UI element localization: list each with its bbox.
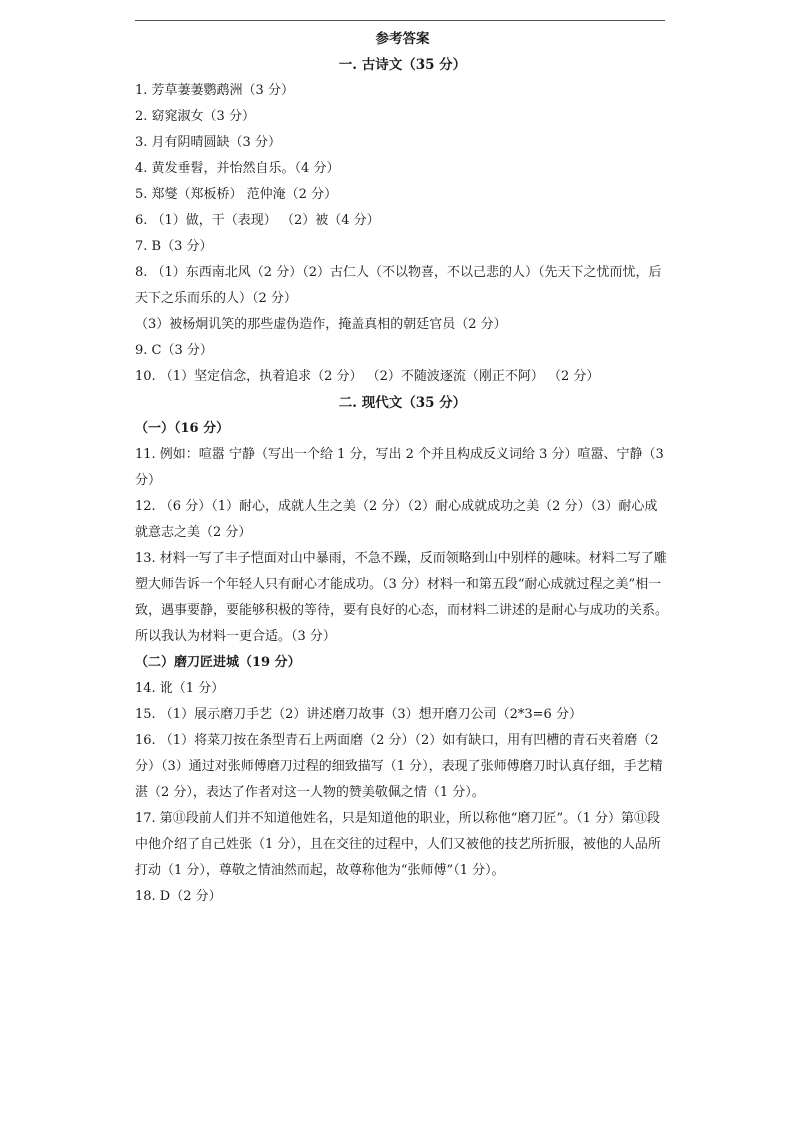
answer-5: 5. 郑燮（郑板桥） 范仲淹（2 分） <box>135 187 338 202</box>
part-2-heading: （二）磨刀匠进城（19 分） <box>135 655 301 670</box>
section-1-heading: 一. 古诗文（35 分） <box>338 57 467 73</box>
answer-10: 10. （1）坚定信念，执着追求（2 分） （2）不随波逐流（刚正不阿） （2 分） <box>135 369 600 384</box>
answer-13: 13. 材料一写了丰子恺面对山中暴雨，不急不躁，反而领略到山中别样的趣味。材料二写了雕塑大师告诉一个年轻人只有耐心才能成功。（3 分）材料一和第五段“耐心成就过程之美”相一致，遇事要静，要能够积极的等待，要有良好的心态，而材料二讲述的是耐心与成功的关系。所以我认为材料一更合适。（3 分） <box>135 551 669 644</box>
answer-3: 3. 月有阴晴圆缺（3 分） <box>135 135 281 150</box>
answer-15: 15. （1）展示磨刀手艺（2）讲述磨刀故事（3）想开磨刀公司（2*3=6 分） <box>135 707 582 722</box>
answer-content <box>135 26 670 910</box>
document-title: 参考答案 <box>375 31 430 47</box>
answer-4: 4. 黄发垂髫，并怡然自乐。（4 分） <box>135 161 340 176</box>
answer-6: 6. （1）做，干（表现） （2）被（4 分） <box>135 213 380 228</box>
answer-18: 18. D（2 分） <box>135 889 222 904</box>
answer-9: 9. C（3 分） <box>135 343 213 358</box>
answer-1: 1. 芳草萋萋鹦鹉洲（3 分） <box>135 83 294 98</box>
answer-8: 8. （1）东西南北风（2 分）（2）古仁人（不以物喜，不以己悲的人）（先天下之忧而忧，后天下之乐而乐的人）（2 分） <box>135 265 662 306</box>
answer-2: 2. 窈窕淑女（3 分） <box>135 109 255 124</box>
answer-14: 14. 讹（1 分） <box>135 681 225 696</box>
answer-12: 12. （6 分）（1）耐心，成就人生之美（2 分）（2）耐心成就成功之美（2 分）（3）耐心成就意志之美（2 分） <box>135 499 658 540</box>
header-rule <box>135 20 665 21</box>
answer-17: 17. 第⑪段前人们并不知道他姓名，只是知道他的职业，所以称他“磨刀匠”。（1 分）第⑪段中他介绍了自己姓张（1 分），且在交往的过程中，人们又被他的技艺所折服，被他的人品所打动（1 分），尊敬之情油然而起，故尊称他为“张师傅”（1 分）。 <box>135 811 661 878</box>
answer-11: 11. 例如：喧嚣 宁静（写出一个给 1 分，写出 2 个并且构成反义词给 3 分）喧嚣、宁静（3 分） <box>135 447 668 488</box>
answer-8-part-3: （3）被杨炯讥笑的那些虚伪造作，掩盖真相的朝廷官员（2 分） <box>135 317 507 332</box>
answer-16: 16. （1）将菜刀按在条型青石上两面磨（2 分）（2）如有缺口，用有凹槽的青石夹着磨（2 分）（3）通过对张师傅磨刀过程的细致描写（1 分），表现了张师傅磨刀时认真仔细，手艺精湛（2 分），表达了作者对这一人物的赞美敬佩之情（1 分）。 <box>135 733 663 800</box>
part-1-heading: （一）（16 分） <box>135 421 230 436</box>
answer-7: 7. B（3 分） <box>135 239 213 254</box>
section-2-heading: 二. 现代文（35 分） <box>338 395 467 411</box>
